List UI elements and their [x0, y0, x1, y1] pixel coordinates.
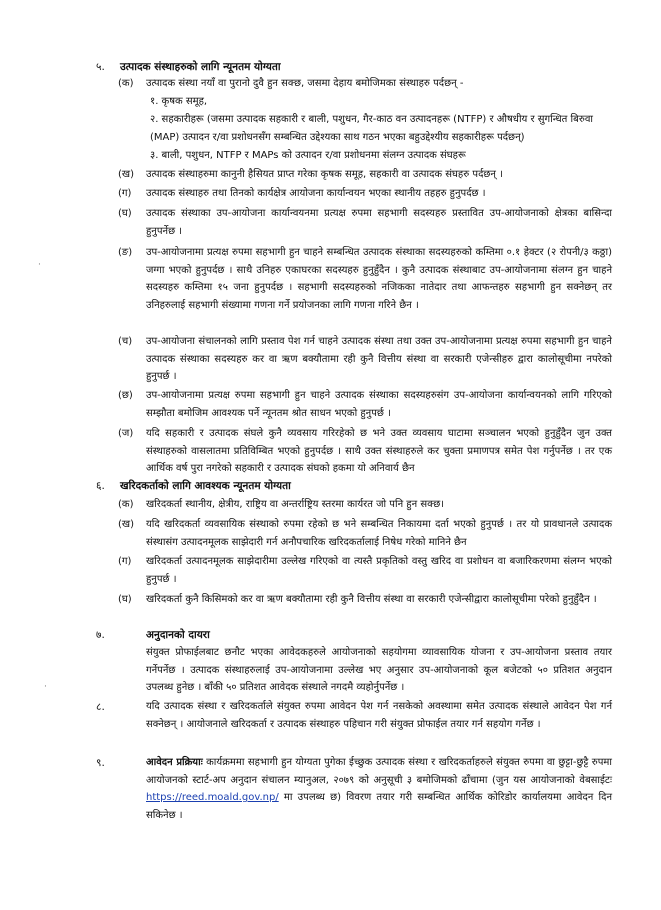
section-number: ६. [96, 480, 105, 492]
section-9-text-a: कार्यक्रममा सहभागी हुन योग्यता पुगेका ईच्छुक उत्पादक संस्था र खरिदकर्ताहरुले संयुक्त रुपमा वा छुट्टा-छुट्टै रुपमा आयोजनको स्टार्ट-अप अनुदान संचालन म्यानुअल, २०७९ को अनुसूची ३ बमोजिमको ढाँचामा (जुन यस आयोजनाको वेबसाईटः [146, 757, 612, 786]
margin-mark: · [44, 682, 47, 692]
item-text: खरिदकर्ता स्थानीय, क्षेत्रीय, राष्ट्रिय वा अन्तर्राष्ट्रिय स्तरमा कार्यरत जो पनि हुन सक्छ। [146, 499, 444, 510]
item-text: उत्पादक संस्था नयाँ वा पुरानो दुवै हुन सक्छ, जसमा देहाय बमोजिमका संस्थाहरु पर्दछन् - [146, 78, 464, 89]
section-number: ५. [96, 61, 105, 73]
section-title: उत्पादक संस्थाहरुको लागि न्यूनतम योग्यता [120, 61, 281, 73]
section-number: ८. [96, 701, 105, 713]
item-text: उत्पादक संस्थाहरुमा कानुनी हैसियत प्राप्त गरेका कृषक समूह, सहकारी वा उत्पादक संघहरु पर्दछन् । [146, 169, 503, 180]
item-text: उप-आयोजनामा प्रत्यक्ष रुपमा सहभागी हुन चाहने उत्पादक संस्थाका सदस्यहरुसंग उप-आयोजना कार्यान्वयनको लागि गरिएको सम्झौता बमोजिम आवश्यक पर्ने न्यूनतम श्रोत साधन भएको हुनुपर्छ । [146, 390, 612, 419]
sub-item [150, 111, 612, 146]
section-7-text: संयुक्त प्रोफाईलबाट छनौट भएका आवेदकहरुले आयोजनाको सहयोगमा व्यावसायिक योजना र उप-आयोजना प्रस्ताव तयार गर्नेपर्नेछ । उत्पादक संस्थाहरुलाई उप-आयोजनामा उल्लेख भए अनुसार उप-आयोजनाको कूल बजेटको ५० प्रतिशत अनुदान उपलब्ध हुनेछ । बाँकी ५० प्रतिशत आवेदक संस्थाले नगदमै व्यहोर्नुपर्नेछ । [146, 647, 612, 693]
sub-item-text: १. कृषक समूह, [150, 96, 208, 107]
item-text: यदि खरिदकर्ता व्यवसायिक संस्थाको रुपमा रहेको छ भने सम्बन्धित निकायमा दर्ता भएको हुनुपर्छ । तर यो प्रावधानले उत्पादक संस्थासंग उत्पादनमूलक साझेदारी गर्न अनौपचारिक खरिदकर्तालाई निषेध गरेको मानिने छैन [146, 519, 612, 548]
item-label: (ग) [118, 556, 132, 567]
item-label: (ज) [118, 428, 134, 439]
item-text: खरिदकर्ता कुनै किसिमको कर वा ऋण बक्यौतामा रही कुनै वित्तीय संस्था वा सरकारी एजेन्सीद्वारा कालोसूचीमा परेको हुनुहुँदैन । [146, 594, 597, 605]
item-label: (ङ) [118, 247, 133, 258]
sub-item-text: २. सहकारीहरू (जसमा उत्पादक सहकारी र बाली, पशुधन, गैर-काठ वन उत्पादनहरू (NTFP) र औषधीय र सुगन्धित बिरुवा (MAP) उत्पादन र/वा प्रशोधनसँग सम्बन्धित उद्देश्यका साथ गठन भएका बहुउद्देश्यीय सहकारीहरू पर्दछन्) [150, 114, 593, 143]
item-text: उत्पादक संस्थाका उप-आयोजना कार्यान्वयनमा प्रत्यक्ष रुपमा सहभागी सदस्यहरु प्रस्तावित उप-आयोजनाको क्षेत्रका बासिन्दा हुनुपर्नेछ । [146, 208, 612, 237]
sub-item [150, 147, 612, 165]
application-process-lead: आवेदन प्रक्रियाः [146, 757, 203, 768]
item-label: (ख) [118, 169, 134, 180]
section-number: ९. [96, 757, 105, 769]
section-title: अनुदानको दायरा [146, 629, 210, 641]
item-label: (घ) [118, 208, 132, 219]
margin-mark: · [38, 260, 41, 270]
section-number: ७. [96, 629, 105, 641]
item-text: उप-आयोजना संचालनको लागि प्रस्ताव पेश गर्न चाहने उत्पादक संस्था तथा उक्त उप-आयोजनामा प्रत्यक्ष रुपमा सहभागी हुन चाहने उत्पादक संस्थाका सदस्यहरु कर वा ऋण बक्यौतामा रही कुनै वित्तीय संस्था वा सरकारी एजेन्सीहरु द्वारा कालोसूचीमा नपरेको हुनुपर्छ । [146, 336, 612, 382]
section-9-text [146, 754, 612, 824]
item-label: (क) [118, 499, 134, 510]
website-link[interactable]: https://reed.moald.gov.np/ [146, 792, 279, 803]
item-text: उप-आयोजनामा प्रत्यक्ष रुपमा सहभागी हुन चाहने सम्बन्धित उत्पादक संस्थाका सदस्यहरुको कम्तिमा ०.१ हेक्टर (२ रोपनी/३ कठ्ठा) जग्गा भएको हुनुपर्दछ । साथै उनिहरु एकाघरका सदस्यहरु हुनुहुँदैन । कुनै उत्पादक संस्थाबाट उप-आयोजनामा संलग्न हुन चाहने सदस्यहरु कम्तिमा १५ जना हुनुपर्दछ । सहभागी सदस्यहरुको नजिकका नातेदार तथा आफन्तहरु सहभागी हुन सक्नेछन् तर उनिहरुलाई सहभागी संख्यामा गणना गर्ने प्रयोजनका लागि गणना गरिने छैन । [146, 247, 612, 311]
sub-item [150, 93, 612, 111]
item-label: (ख) [118, 519, 134, 530]
section-title: खरिदकर्ताको लागि आवश्यक न्यूनतम योग्यता [120, 480, 291, 492]
section-8-text: यदि उत्पादक संस्था र खरिदकर्ताले संयुक्त रुपमा आवेदन पेश गर्न नसकेको अवस्थामा समेत उत्पादक संस्थाले आवेदन पेश गर्न सक्नेछन् । आयोजनाले खरिदकर्ता र उत्पादक संस्थाहरु पहिचान गरी संयुक्त प्रोफाईल तयार गर्न सहयोग गर्नेछ । [146, 701, 612, 730]
item-text: खरिदकर्ता उत्पादनमूलक साझेदारीमा उल्लेख गरिएको वा त्यस्तै प्रकृतिको वस्तु खरिद वा प्रशोधन वा बजारिकरणमा संलग्न भएको हुनुपर्छ । [146, 556, 612, 585]
item-label: (च) [118, 336, 133, 347]
item-label: (छ) [118, 390, 133, 401]
section-9-text-b: मा उपलब्ध छ) विवरण तयार गरी सम्बन्धित आर्थिक कोरिडोर कार्यालयमा आवेदन दिन सकिनेछ । [146, 792, 612, 821]
sub-item-text: ३. बाली, पशुधन, NTFP र MAPs को उत्पादन र/वा प्रशोधनमा संलग्न उत्पादक संघहरू [150, 150, 466, 161]
item-label: (घ) [118, 594, 132, 605]
item-text: यदि सहकारी र उत्पादक संघले कुनै व्यवसाय गरिरहेको छ भने उक्त व्यवसाय घाटामा सञ्चालन भएको हुनुहुँदैन जुन उक्त संस्थाहरुको वासलातमा प्रतिविम्बित भएको हुनुपर्दछ । साथै उक्त संस्थाहरुले कर चुक्ता प्रमाणपत्र समेत पेश गर्नुपर्नेछ । तर एक आर्थिक वर्ष पुरा नगरेको सहकारी र उत्पादक संघको हकमा यो अनिवार्य छैन [146, 428, 612, 474]
item-text: उत्पादक संस्थाहरु तथा तिनको कार्यक्षेत्र आयोजना कार्यान्वयन भएका स्थानीय तहहरु हुनुपर्दछ । [146, 188, 486, 199]
item-label: (ग) [118, 188, 132, 199]
item-label: (क) [118, 78, 134, 89]
